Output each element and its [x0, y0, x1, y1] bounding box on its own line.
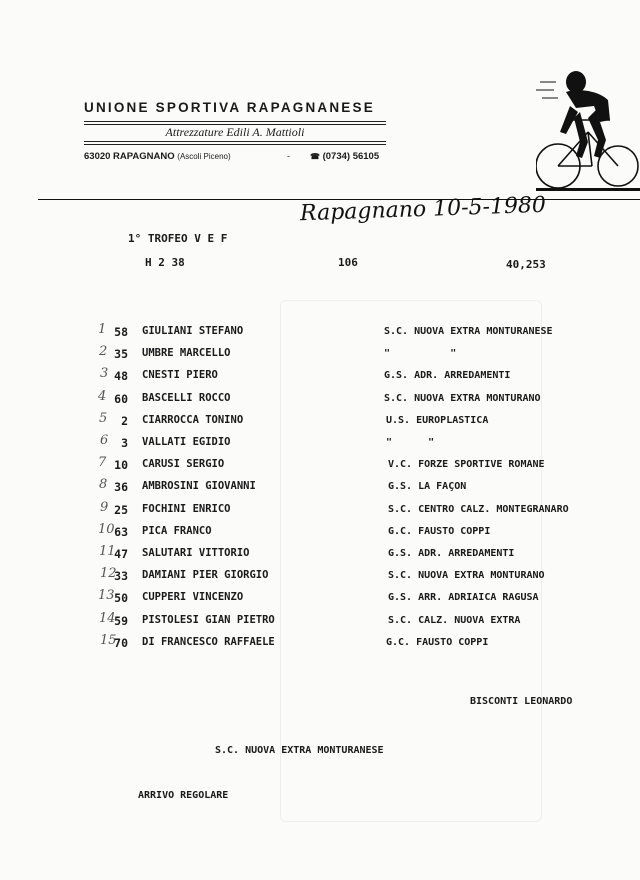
result-position: 11	[99, 544, 116, 559]
postcode-city: 63020 RAPAGNANO	[84, 151, 175, 162]
result-team: U.S. EUROPLASTICA	[386, 415, 489, 426]
result-position: 15	[100, 633, 117, 648]
result-position: 3	[100, 366, 109, 381]
result-rider-name: BASCELLI ROCCO	[142, 392, 231, 404]
letterhead-rule-bottom	[84, 141, 386, 142]
address-dash: -	[287, 151, 290, 161]
cyclist-logo-icon	[536, 62, 640, 200]
result-rider-name: AMBROSINI GIOVANNI	[142, 480, 256, 492]
team-winner: S.C. NUOVA EXTRA MONTURANESE	[215, 745, 384, 756]
result-position: 7	[98, 455, 107, 470]
result-rider-name: SALUTARI VITTORIO	[142, 547, 250, 559]
result-team: S.C. NUOVA EXTRA MONTURANO	[384, 393, 541, 404]
result-rider-name: UMBRE MARCELLO	[142, 347, 231, 359]
result-position: 1	[98, 322, 107, 337]
result-rider-name: CIARROCCA TONINO	[142, 414, 244, 426]
result-bib-number: 47	[114, 547, 128, 561]
result-rider-name: CARUSI SERGIO	[142, 458, 225, 470]
result-position: 14	[99, 611, 116, 626]
phone-icon: ☎	[310, 152, 320, 161]
result-bib-number: 25	[114, 503, 128, 517]
race-time: H 2 38	[145, 256, 185, 269]
org-address	[84, 151, 231, 162]
race-speed: 40,253	[506, 258, 546, 271]
result-bib-number: 35	[114, 347, 128, 361]
result-team: S.C. CENTRO CALZ. MONTEGRANARO	[388, 504, 569, 515]
result-position: 6	[100, 433, 109, 448]
result-rider-name: DAMIANI PIER GIORGIO	[142, 569, 269, 581]
special-winner: BISCONTI LEONARDO	[470, 696, 573, 707]
result-position: 4	[98, 389, 107, 404]
race-title: 1° TROFEO V E F	[128, 232, 228, 245]
result-team: S.C. CALZ. NUOVA EXTRA	[388, 615, 521, 626]
result-team: " "	[384, 348, 457, 359]
result-bib-number: 60	[114, 392, 128, 406]
result-position: 9	[100, 500, 109, 515]
result-rider-name: CUPPERI VINCENZO	[142, 591, 244, 603]
arrival-note: ARRIVO REGOLARE	[138, 790, 229, 801]
result-team: " "	[386, 437, 435, 448]
result-bib-number: 33	[114, 569, 128, 583]
result-rider-name: DI FRANCESCO RAFFAELE	[142, 636, 275, 648]
result-position: 5	[99, 411, 108, 426]
result-bib-number: 50	[114, 591, 128, 605]
result-rider-name: PICA FRANCO	[142, 525, 212, 537]
result-bib-number: 58	[114, 325, 128, 339]
result-position: 2	[99, 344, 108, 359]
province: (Ascoli Piceno)	[177, 152, 231, 161]
org-subtitle: Attrezzature Edili A. Mattioli	[165, 125, 305, 139]
result-team: G.S. ARR. ADRIAICA RAGUSA	[388, 592, 539, 603]
result-rider-name: CNESTI PIERO	[142, 369, 218, 381]
result-bib-number: 63	[114, 525, 128, 539]
handwritten-date: Rapagnano 10-5-1980	[299, 192, 547, 227]
result-rider-name: GIULIANI STEFANO	[142, 325, 244, 337]
result-team: G.S. LA FAÇON	[388, 481, 467, 492]
result-rider-name: PISTOLESI GIAN PIETRO	[142, 614, 275, 626]
result-team: S.C. NUOVA EXTRA MONTURANESE	[384, 326, 553, 337]
result-bib-number: 59	[114, 614, 128, 628]
race-distance: 106	[338, 256, 358, 269]
letterhead-rule-bottom-2	[84, 144, 386, 145]
result-position: 10	[98, 522, 115, 537]
result-bib-number: 48	[114, 369, 128, 383]
result-team: S.C. NUOVA EXTRA MONTURANO	[388, 570, 545, 581]
result-team: G.C. FAUSTO COPPI	[388, 526, 491, 537]
result-team: G.S. ADR. ARREDAMENTI	[384, 370, 511, 381]
result-position: 8	[99, 477, 108, 492]
result-bib-number: 70	[114, 636, 128, 650]
result-team: V.C. FORZE SPORTIVE ROMANE	[388, 459, 545, 470]
result-rider-name: VALLATI EGIDIO	[142, 436, 231, 448]
result-bib-number: 10	[114, 458, 128, 472]
result-team: G.C. FAUSTO COPPI	[386, 637, 489, 648]
result-bib-number: 3	[121, 436, 128, 450]
letterhead-rule-top	[84, 121, 386, 122]
result-rider-name: FOCHINI ENRICO	[142, 503, 231, 515]
org-phone	[310, 151, 379, 162]
result-team: G.S. ADR. ARREDAMENTI	[388, 548, 515, 559]
result-position: 12	[100, 566, 117, 581]
result-position: 13	[98, 588, 115, 603]
phone-number: (0734) 56105	[322, 151, 380, 162]
result-bib-number: 2	[121, 414, 128, 428]
org-name: UNIONE SPORTIVA RAPAGNANESE	[84, 100, 375, 115]
result-bib-number: 36	[114, 480, 128, 494]
